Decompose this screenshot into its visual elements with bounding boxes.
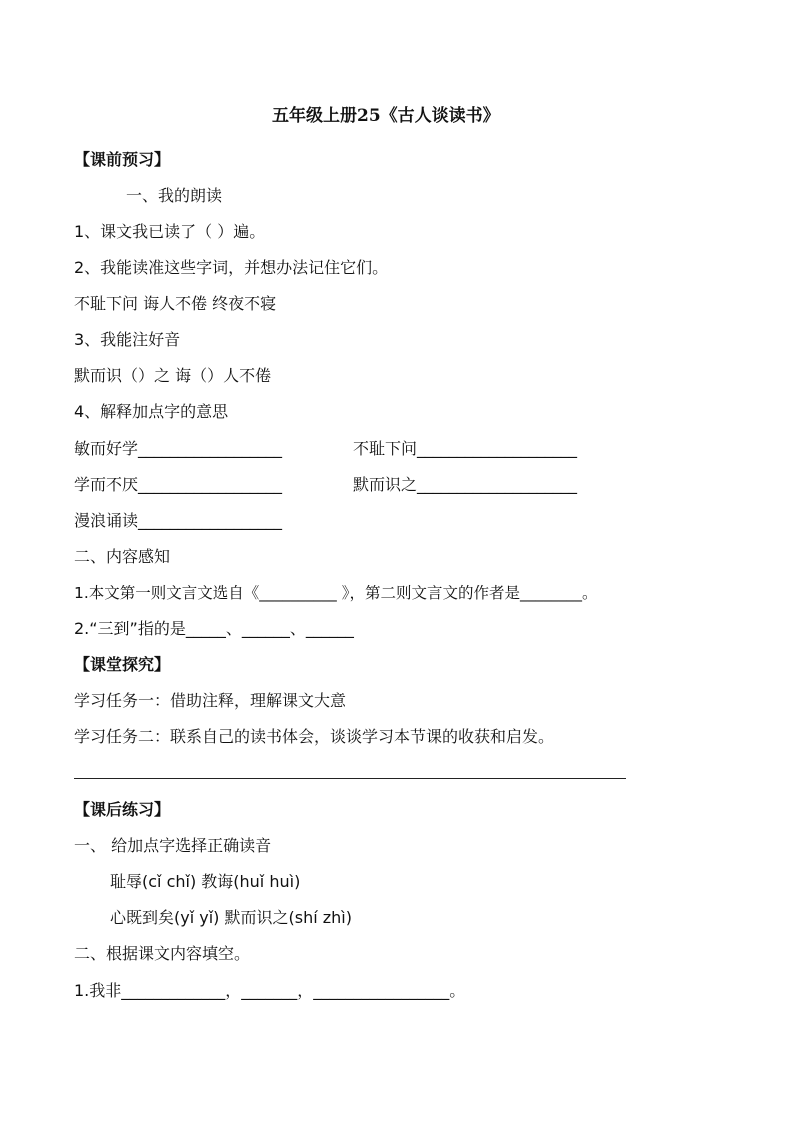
pronunciation-row-2: 心既到矣(yǐ yǐ) 默而识之(shí zhì) [110,908,352,927]
task-1: 学习任务一：借助注释，理解课文大意 [74,691,347,710]
explain-item: 学而不厌__________________ [74,475,283,494]
question-pinyin: 3、我能注好音 [74,330,181,349]
after-subsection-pronunciation: 一、 给加点字选择正确读音 [74,836,272,855]
section-classroom-heading: 【课堂探究】 [74,655,171,674]
question-explain: 4、解释加点字的意思 [74,402,229,421]
pinyin-blanks: 默而识（）之 诲（）人不倦 [74,366,272,385]
page-title: 五年级上册25《古人谈读书》 [272,106,500,126]
question-read-times: 1、课文我已读了（ ）遍。 [74,222,266,241]
explain-item: 敏而好学__________________ [74,439,283,458]
question-read-words: 2、我能读准这些字词，并想办法记住它们。 [74,258,389,277]
after-subsection-fill: 二、根据课文内容填空。 [74,944,251,963]
content-question-2: 2.“三到”指的是_____、______、______ [74,619,354,638]
task-2: 学习任务二：联系自己的读书体会，谈谈学习本节课的收获和启发。 [74,727,555,746]
explain-item: 不耻下问____________________ [353,439,578,458]
word-list: 不耻下问 诲人不倦 终夜不寝 [74,294,277,313]
fill-question-1: 1.我非_____________，_______，_________________。 [74,981,466,1000]
pronunciation-row-1: 耻辱(cǐ chǐ) 教诲(huǐ huì) [110,872,301,891]
section-preview-heading: 【课前预习】 [74,150,171,169]
subsection-content: 二、内容感知 [74,547,171,566]
explain-item: 默而识之____________________ [353,475,578,494]
subsection-reading: 一、我的朗读 [126,186,223,205]
answer-line [74,778,626,779]
section-after-heading: 【课后练习】 [74,800,171,819]
content-question-1: 1.本文第一则文言文选自《__________ 》，第二则文言文的作者是________。 [74,584,598,602]
explain-item: 漫浪诵读__________________ [74,511,283,530]
